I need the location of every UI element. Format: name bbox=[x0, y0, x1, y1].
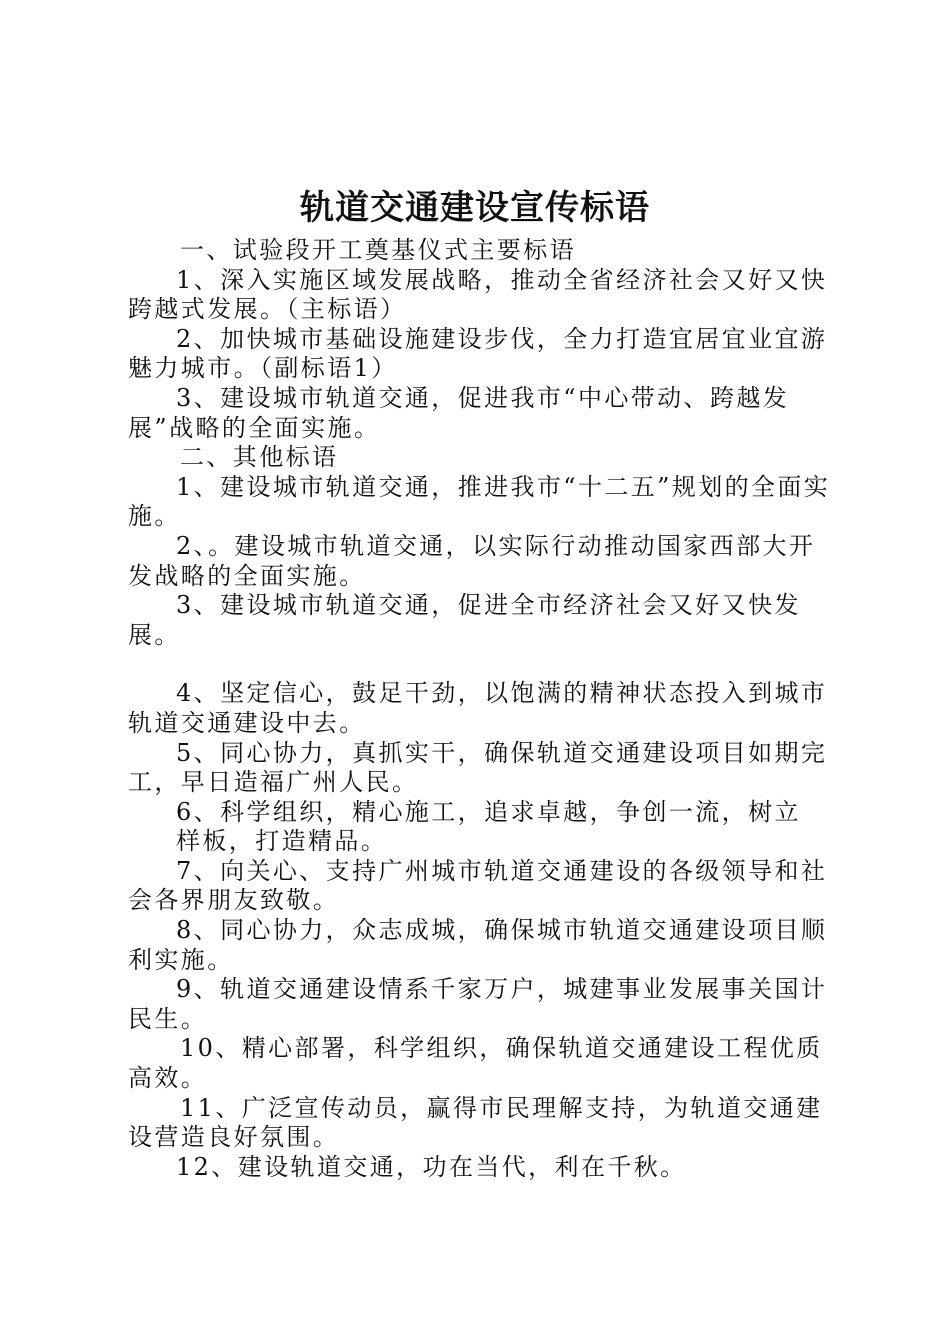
slogan-item-continuation: 样板，打造精品。 bbox=[176, 827, 388, 856]
slogan-item: 1、建设城市轨道交通，推进我市“十二五”规划的全面实施。 bbox=[128, 472, 831, 531]
document-body bbox=[128, 236, 838, 1182]
slogan-item: 6、科学组织，精心施工，追求卓越，争创一流，树立 bbox=[176, 797, 801, 826]
slogan-item: 7、向关心、支持广州城市轨道交通建设的各级领导和社会各界朋友致敬。 bbox=[128, 856, 828, 915]
slogan-item: 2、。建设城市轨道交通，以实际行动推动国家西部大开发战略的全面实施。 bbox=[128, 531, 816, 590]
slogan-item: 3、建设城市轨道交通，促进我市“中心带动、跨越发展”战略的全面实施。 bbox=[128, 383, 790, 442]
slogan-item: 11、广泛宣传动员，赢得市民理解支持，为轨道交通建设营造良好氛围。 bbox=[128, 1093, 823, 1152]
document-title: 轨道交通建设宣传标语 bbox=[300, 188, 650, 228]
slogan-item: 4、坚定信心，鼓足干劲，以饱满的精神状态投入到城市轨道交通建设中去。 bbox=[128, 679, 828, 737]
slogan-item: 12、建设轨道交通，功在当代，利在千秋。 bbox=[176, 1152, 687, 1181]
slogan-item: 9、轨道交通建设情系千家万户，城建事业发展事关国计民生。 bbox=[128, 975, 828, 1033]
section-heading-1: 一、试验段开工奠基仪式主要标语 bbox=[180, 236, 576, 264]
slogan-item: 1、深入实施区域发展战略，推动全省经济社会又好又快跨越式发展。（主标语） bbox=[128, 265, 828, 324]
slogan-item: 10、精心部署，科学组织，确保轨道交通建设工程优质高效。 bbox=[128, 1034, 823, 1093]
slogan-item: 5、同心协力，真抓实干，确保轨道交通建设项目如期完工，早日造福广州人民。 bbox=[128, 738, 828, 797]
slogan-item: 2、加快城市基础设施建设步伐，全力打造宜居宜业宜游魅力城市。（副标语1） bbox=[128, 324, 828, 383]
slogan-item: 3、建设城市轨道交通，促进全市经济社会又好又快发展。 bbox=[128, 591, 801, 649]
section-heading-2: 二、其他标语 bbox=[180, 443, 339, 472]
slogan-item: 8、同心协力，众志成城，确保城市轨道交通建设项目顺利实施。 bbox=[128, 916, 828, 974]
